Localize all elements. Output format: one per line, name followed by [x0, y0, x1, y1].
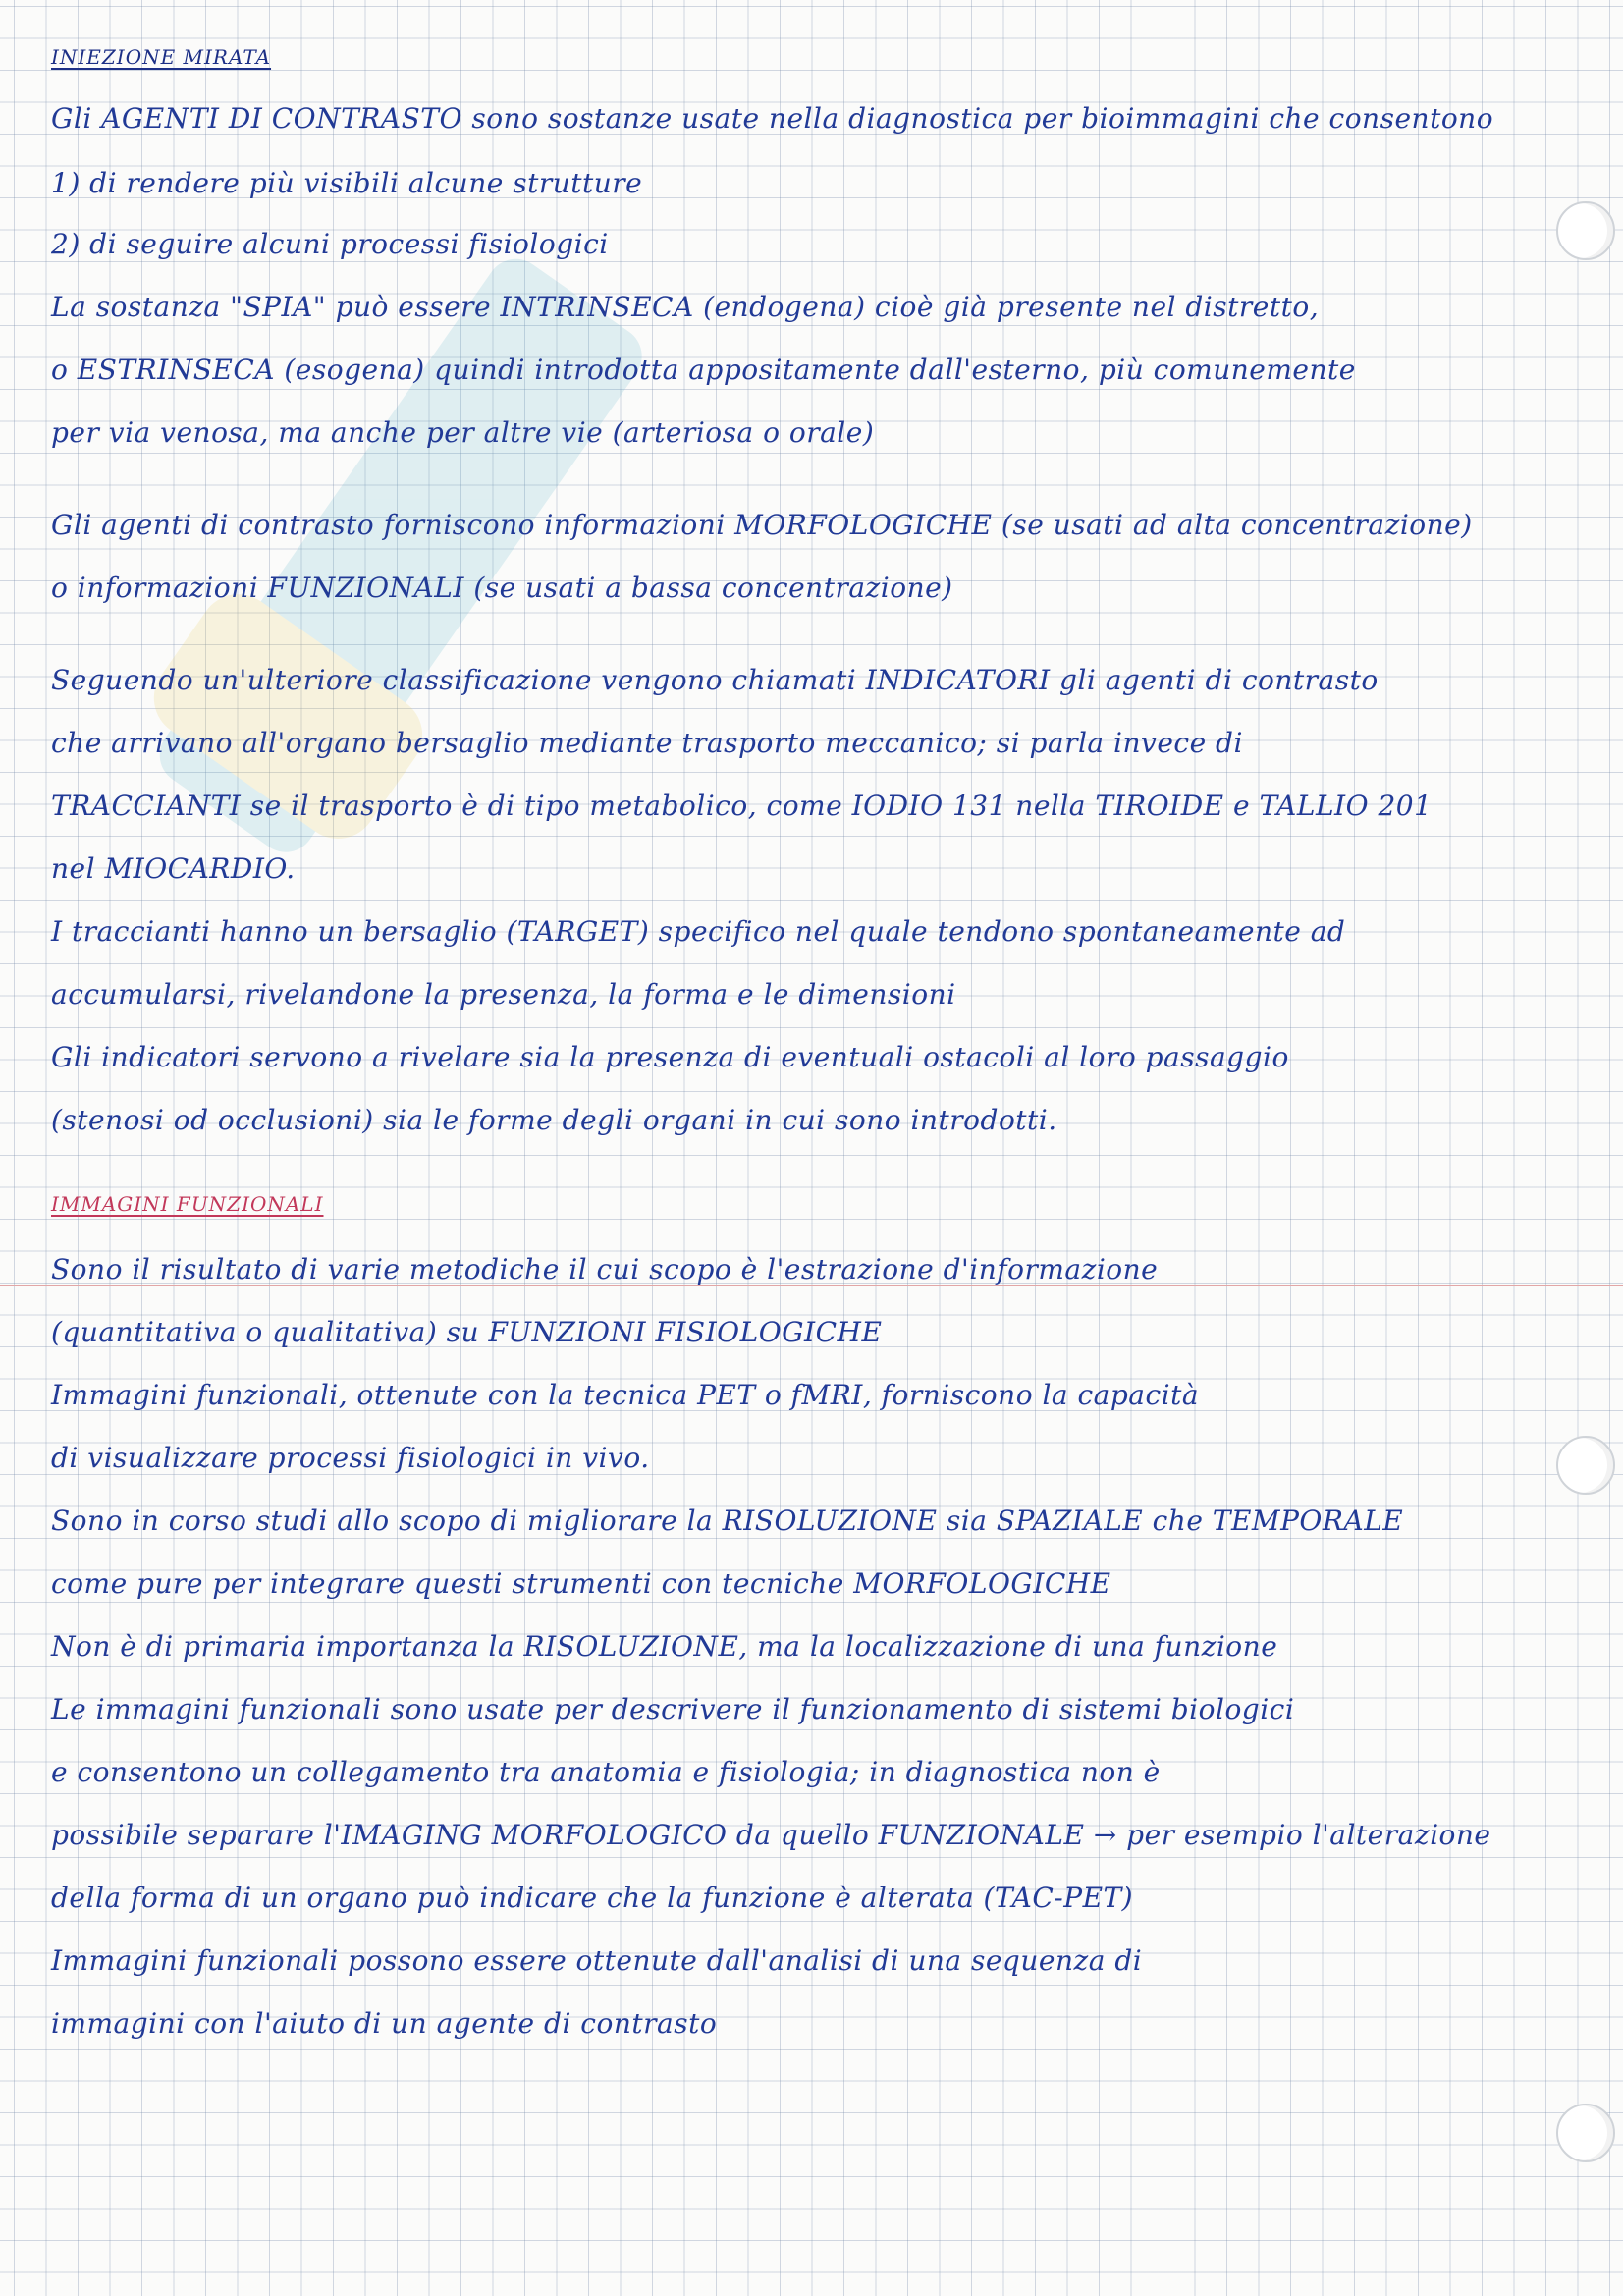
text-line: 1) di rendere più visibili alcune strutture — [51, 167, 643, 199]
text-line: Le immagini funzionali sono usate per descrivere il funzionamento di sistemi biologici — [51, 1693, 1295, 1725]
text-line: della forma di un organo può indicare che la funzione è alterata (TAC-PET) — [51, 1882, 1134, 1914]
text-line: (quantitativa o qualitativa) su FUNZIONI FISIOLOGICHE — [51, 1316, 883, 1348]
text-line: Non è di primaria importanza la RISOLUZIONE, ma la localizzazione di una funzione — [51, 1630, 1278, 1663]
text-line: I traccianti hanno un bersaglio (TARGET) specifico nel quale tendono spontaneamente ad — [51, 915, 1346, 948]
punch-hole — [1556, 201, 1615, 260]
text-line: possibile separare l'IMAGING MORFOLOGICO da quello FUNZIONALE → per esempio l'alterazione — [51, 1819, 1491, 1851]
text-line: che arrivano all'organo bersaglio mediante trasporto meccanico; si parla invece di — [51, 727, 1243, 759]
text-line: immagini con l'aiuto di un agente di contrasto — [51, 2007, 718, 2040]
text-line: per via venosa, ma anche per altre vie (arteriosa o orale) — [51, 416, 875, 449]
text-line: 2) di seguire alcuni processi fisiologici — [51, 228, 609, 260]
section-title-iniezione: INIEZIONE MIRATA — [51, 45, 272, 69]
punch-hole — [1556, 1436, 1615, 1495]
text-line: e consentono un collegamento tra anatomia e fisiologia; in diagnostica non è — [51, 1756, 1161, 1788]
text-line: nel MIOCARDIO. — [51, 852, 296, 885]
punch-hole — [1556, 2104, 1615, 2162]
text-line: TRACCIANTI se il trasporto è di tipo metabolico, come IODIO 131 nella TIROIDE e TALLIO 201 — [51, 790, 1433, 822]
text-line: Seguendo un'ulteriore classificazione vengono chiamati INDICATORI gli agenti di contrasto — [51, 664, 1379, 696]
text-line: Immagini funzionali possono essere ottenute dall'analisi di una sequenza di — [51, 1944, 1143, 1977]
text-line: Sono il risultato di varie metodiche il cui scopo è l'estrazione d'informazione — [51, 1253, 1159, 1285]
text-line: accumularsi, rivelandone la presenza, la forma e le dimensioni — [51, 978, 956, 1011]
text-line: o informazioni FUNZIONALI (se usati a bassa concentrazione) — [51, 572, 953, 604]
section-title-immagini-funzionali: IMMAGINI FUNZIONALI — [51, 1192, 324, 1216]
text-line: come pure per integrare questi strumenti con tecniche MORFOLOGICHE — [51, 1567, 1111, 1600]
text-line: (stenosi od occlusioni) sia le forme degli organi in cui sono introdotti. — [51, 1104, 1057, 1136]
text-line: Immagini funzionali, ottenute con la tecnica PET o fMRI, forniscono la capacità — [51, 1379, 1200, 1411]
text-line: Gli agenti di contrasto forniscono informazioni MORFOLOGICHE (se usati ad alta concentrazione) — [51, 509, 1473, 541]
watermark-logo — [39, 59, 746, 1041]
text-line: La sostanza "SPIA" può essere INTRINSECA (endogena) cioè già presente nel distretto, — [51, 291, 1320, 323]
text-line: Sono in corso studi allo scopo di migliorare la RISOLUZIONE sia SPAZIALE che TEMPORALE — [51, 1504, 1404, 1537]
text-line: Gli AGENTI DI CONTRASTO sono sostanze usate nella diagnostica per bioimmagini che consentono — [51, 102, 1494, 135]
text-line: o ESTRINSECA (esogena) quindi introdotta appositamente dall'esterno, più comunemente — [51, 354, 1356, 386]
text-line: di visualizzare processi fisiologici in vivo. — [51, 1442, 650, 1474]
text-line: Gli indicatori servono a rivelare sia la presenza di eventuali ostacoli al loro passaggio — [51, 1041, 1289, 1073]
